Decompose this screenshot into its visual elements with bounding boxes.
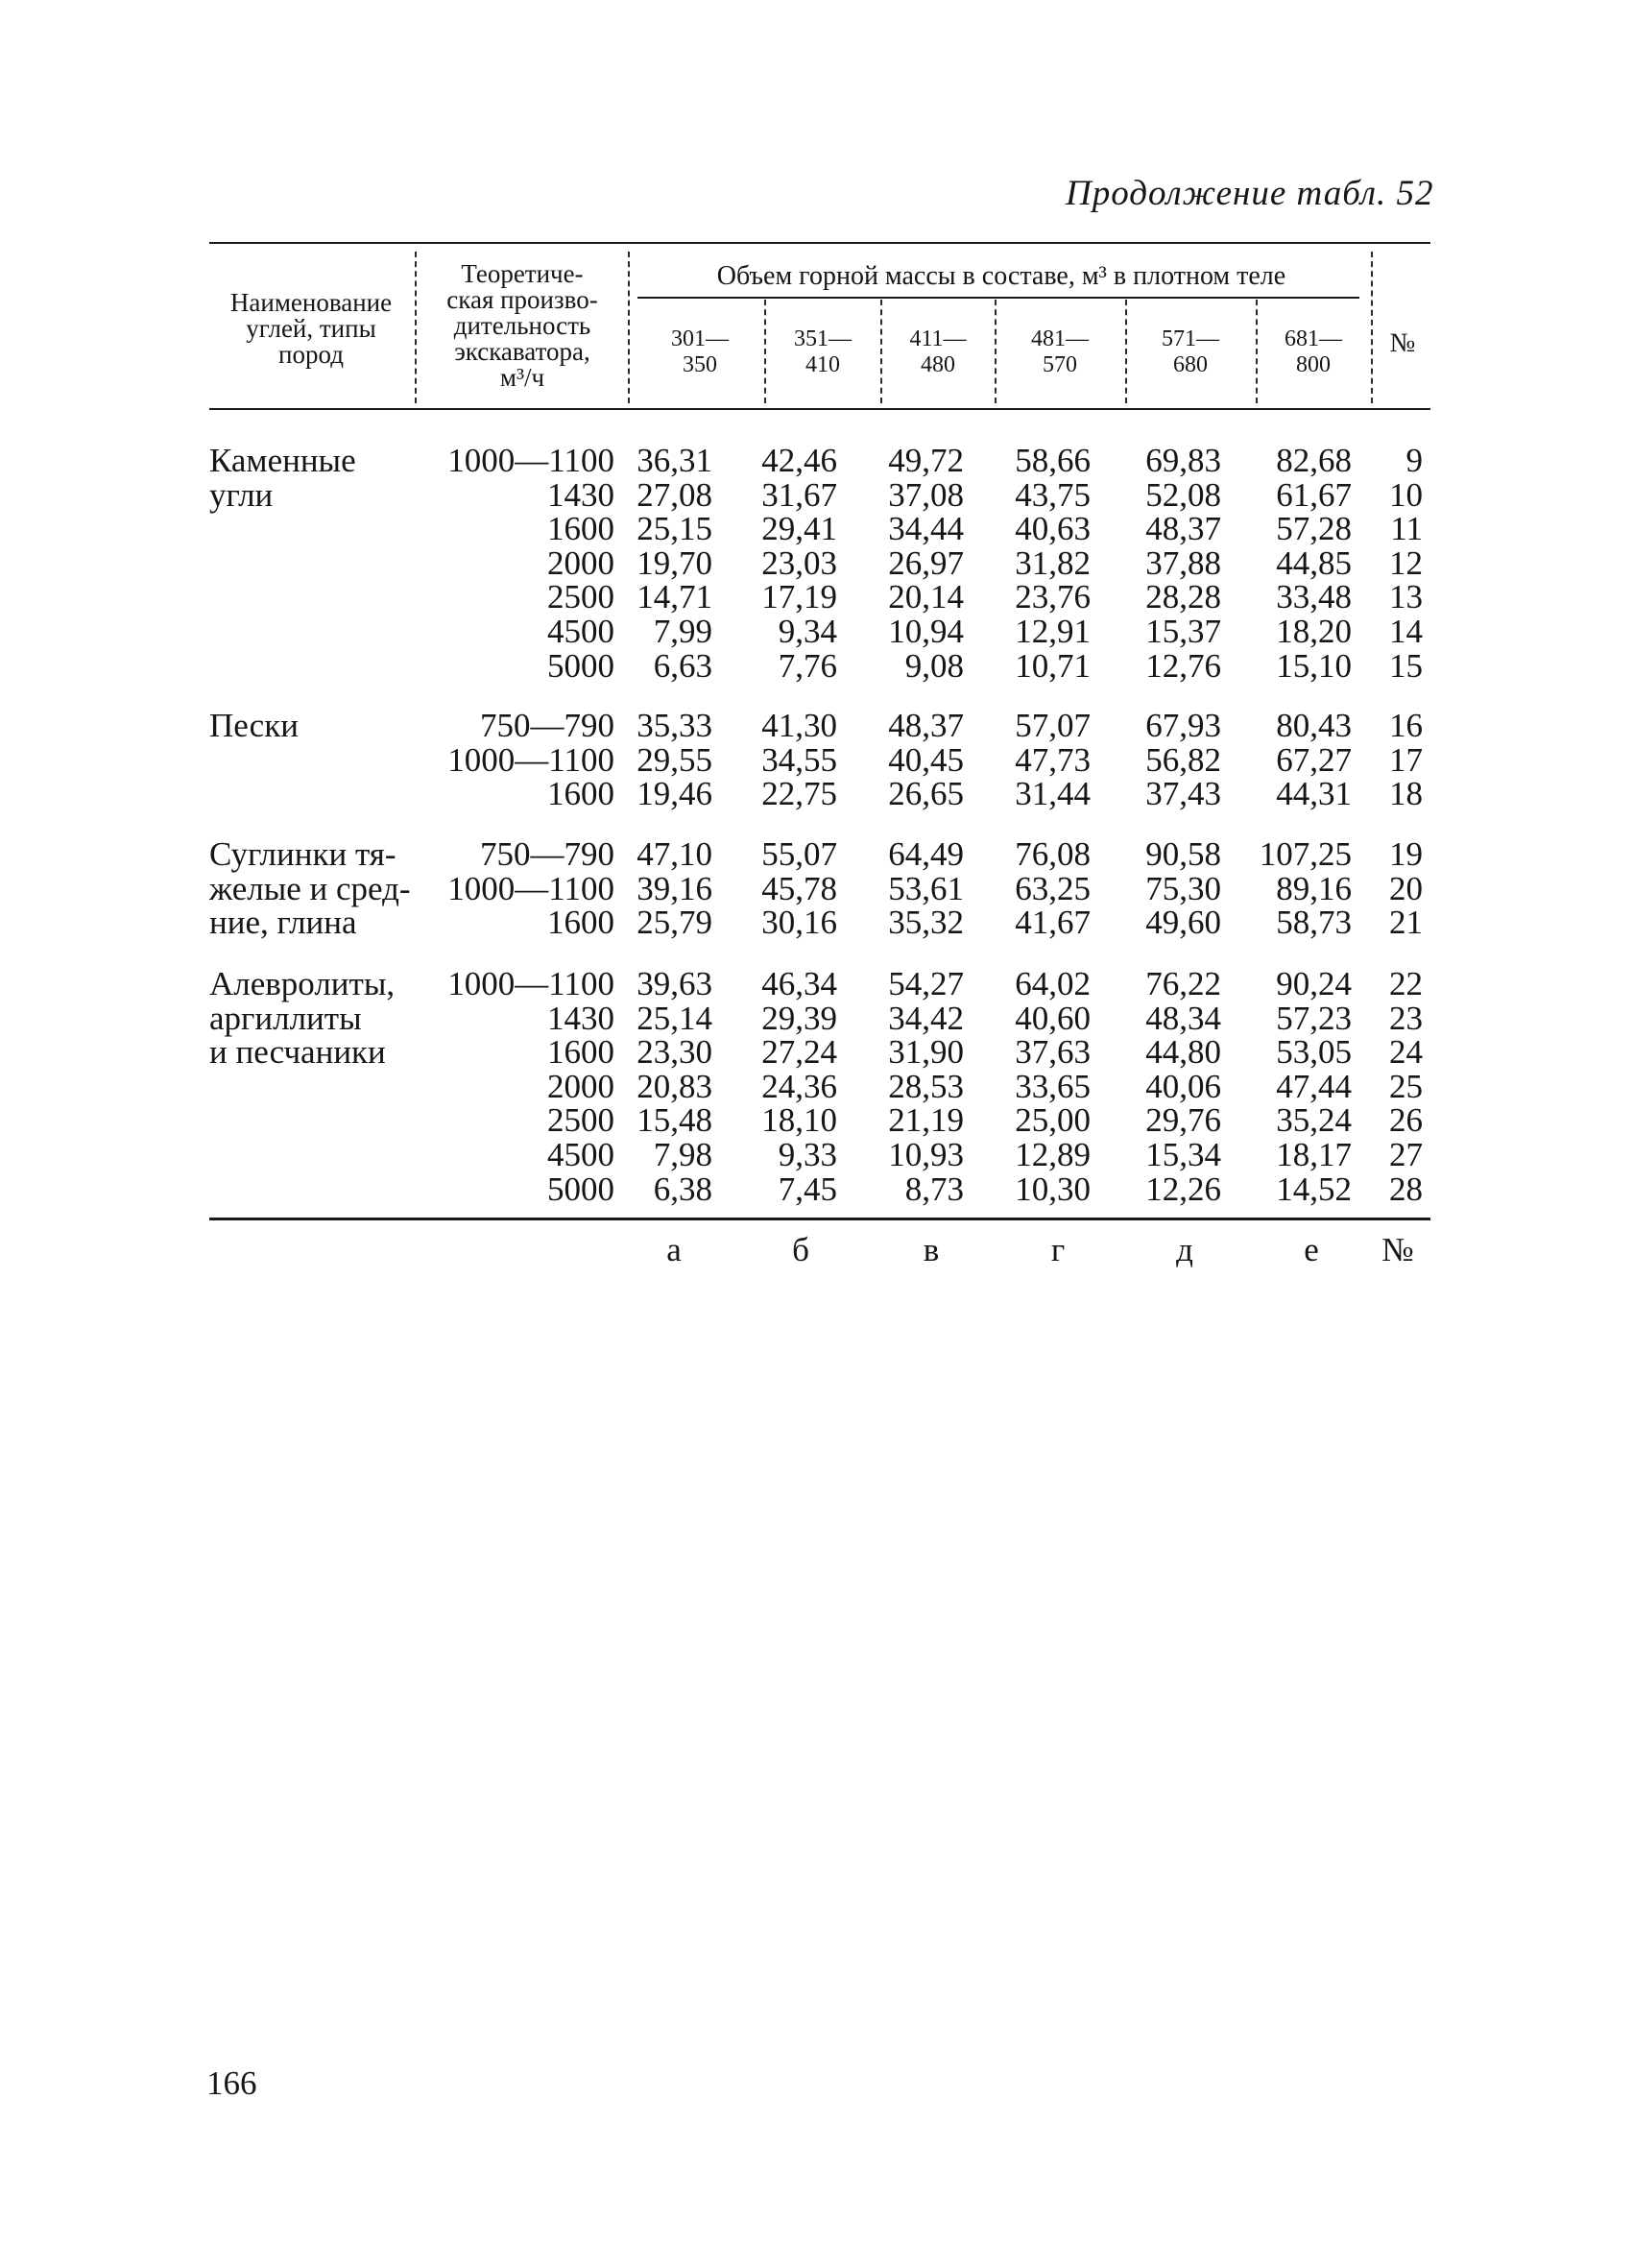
header-capacity-column: Теоретиче- ская произво- дительность экскаватора, м³/ч [446,259,598,392]
value-cell: 9,33 [778,1135,837,1173]
value-cell: 10,94 [888,612,964,650]
table-column [1231,967,1423,1206]
table-column [1231,709,1423,811]
value-cell: 46,34 [761,965,837,1002]
value-cell: 33,65 [1015,1067,1091,1105]
row-number-cell: 28 [1389,1170,1423,1208]
capacity-cell: 750—790 [480,835,614,873]
value-cell: 35,33 [636,707,712,744]
value-cell: 34,44 [888,510,964,548]
value-cell: 82,68 [1276,442,1352,479]
value-cell: 8,73 [904,1170,964,1208]
capacity-cell: 1000—1100 [447,869,614,907]
value-cell: 34,42 [888,999,964,1037]
value-cell: 18,10 [761,1101,837,1140]
row-number-cell: 20 [1389,869,1423,907]
header-range: 481— 570 [1031,326,1089,377]
row-number-cell: 25 [1389,1067,1423,1105]
row-number-cell: 23 [1389,999,1423,1037]
header-range: 571— 680 [1162,326,1219,377]
value-cell: 14,71 [636,578,712,616]
value-cell: 37,88 [1145,543,1221,582]
value-cell: 14,52 [1276,1170,1352,1208]
value-cell: 28,53 [888,1067,964,1105]
value-cell: 31,67 [761,475,837,514]
value-cell: 36,31 [636,442,712,479]
value-cell: 57,23 [1276,999,1352,1037]
value-cell: 23,30 [636,1033,712,1072]
value-cell: 89,16 [1276,869,1352,907]
value-cell: 58,66 [1015,442,1091,479]
value-cell: 47,44 [1276,1067,1352,1105]
capacity-cell: 1600 [547,775,614,813]
row-number-cell: 19 [1389,835,1423,873]
header-range: 681— 800 [1285,326,1342,377]
value-cell: 57,28 [1276,510,1352,548]
value-cell: 69,83 [1145,442,1221,479]
group-name: Пески [209,707,299,744]
row-number-cell: 15 [1389,646,1423,685]
value-cell: 41,30 [761,707,837,744]
value-cell: 20,83 [636,1067,712,1105]
value-cell: 40,45 [888,740,964,779]
value-cell: 34,55 [761,740,837,779]
value-cell: 35,24 [1276,1101,1352,1140]
value-cell: 31,90 [888,1033,964,1072]
value-cell: 33,48 [1276,578,1352,616]
value-cell: 19,70 [636,543,712,582]
value-cell: 17,19 [761,578,837,616]
capacity-cell: 5000 [547,646,614,685]
capacity-cell: 1600 [547,904,614,942]
value-cell: 21,19 [888,1101,964,1140]
column-letter: б [792,1231,809,1268]
value-cell: 27,24 [761,1033,837,1072]
row-number-cell: 11 [1390,510,1423,548]
value-cell: 9,34 [778,612,837,650]
value-cell: 12,89 [1015,1135,1091,1173]
capacity-cell: 2000 [547,543,614,582]
capacity-cell: 4500 [547,612,614,650]
value-cell: 64,02 [1015,965,1091,1002]
value-cell: 52,08 [1145,475,1221,514]
value-cell: 18,20 [1276,612,1352,650]
value-cell: 7,98 [653,1135,712,1173]
value-cell: 44,80 [1145,1033,1221,1072]
header-range: 411— 480 [909,326,967,377]
footer-number-label: № [1381,1231,1414,1268]
value-cell: 40,60 [1015,999,1091,1037]
value-cell: 37,43 [1145,775,1221,813]
value-cell: 67,93 [1145,707,1221,744]
row-number-cell: 24 [1389,1033,1423,1072]
value-cell: 20,14 [888,578,964,616]
value-cell: 54,27 [888,965,964,1002]
volume-underline [637,297,1359,299]
value-cell: 26,97 [888,543,964,582]
value-cell: 49,60 [1145,904,1221,942]
value-cell: 9,08 [904,646,964,685]
value-cell: 41,67 [1015,904,1091,942]
value-cell: 44,85 [1276,543,1352,582]
capacity-cell: 1430 [547,475,614,514]
row-number-cell: 26 [1389,1101,1423,1140]
capacity-cell: 5000 [547,1170,614,1208]
value-cell: 6,38 [653,1170,712,1208]
value-cell: 48,37 [888,707,964,744]
column-letter: д [1176,1231,1193,1268]
header-separator [628,252,630,403]
value-cell: 19,46 [636,775,712,813]
header-separator [1371,252,1373,403]
value-cell: 80,43 [1276,707,1352,744]
value-cell: 10,93 [888,1135,964,1173]
column-letter: а [666,1231,682,1268]
value-cell: 18,17 [1276,1135,1352,1173]
capacity-cell: 750—790 [480,707,614,744]
value-cell: 25,14 [636,999,712,1037]
value-cell: 29,76 [1145,1101,1221,1140]
value-cell: 63,25 [1015,869,1091,907]
value-cell: 53,61 [888,869,964,907]
value-cell: 25,00 [1015,1101,1091,1140]
value-cell: 76,08 [1015,835,1091,873]
value-cell: 42,46 [761,442,837,479]
bottom-rule [209,1218,1430,1220]
value-cell: 48,34 [1145,999,1221,1037]
value-cell: 15,34 [1145,1135,1221,1173]
capacity-cell: 1430 [547,999,614,1037]
capacity-cell: 2000 [547,1067,614,1105]
value-cell: 6,63 [653,646,712,685]
value-cell: 67,27 [1276,740,1352,779]
capacity-cell: 1000—1100 [447,965,614,1002]
value-cell: 25,15 [636,510,712,548]
value-cell: 45,78 [761,869,837,907]
value-cell: 40,06 [1145,1067,1221,1105]
value-cell: 15,10 [1276,646,1352,685]
row-number-cell: 16 [1389,707,1423,744]
value-cell: 7,45 [778,1170,837,1208]
row-number-cell: 17 [1389,740,1423,779]
value-cell: 58,73 [1276,904,1352,942]
page-number: 166 [206,2064,257,2102]
table-caption: Продолжение табл. 52 [1066,174,1434,213]
value-cell: 76,22 [1145,965,1221,1002]
row-number-cell: 27 [1389,1135,1423,1173]
value-cell: 107,25 [1259,835,1352,873]
value-cell: 30,16 [761,904,837,942]
header-number-label: № [1389,328,1416,358]
row-number-cell: 14 [1389,612,1423,650]
value-cell: 56,82 [1145,740,1221,779]
capacity-cell: 1600 [547,510,614,548]
value-cell: 43,75 [1015,475,1091,514]
value-cell: 53,05 [1276,1033,1352,1072]
value-cell: 31,44 [1015,775,1091,813]
value-cell: 31,82 [1015,543,1091,582]
header-volume-title: Объем горной массы в составе, м³ в плотном теле [716,261,1286,291]
capacity-cell: 4500 [547,1135,614,1173]
value-cell: 61,67 [1276,475,1352,514]
value-cell: 26,65 [888,775,964,813]
capacity-cell: 1600 [547,1033,614,1072]
value-cell: 29,41 [761,510,837,548]
value-cell: 12,76 [1145,646,1221,685]
value-cell: 29,55 [636,740,712,779]
row-number-cell: 10 [1389,475,1423,514]
value-cell: 55,07 [761,835,837,873]
row-number-cell: 9 [1405,442,1423,479]
value-cell: 12,91 [1015,612,1091,650]
value-cell: 24,36 [761,1067,837,1105]
value-cell: 7,99 [653,612,712,650]
value-cell: 22,75 [761,775,837,813]
value-cell: 35,32 [888,904,964,942]
value-cell: 49,72 [888,442,964,479]
capacity-cell: 1000—1100 [447,740,614,779]
value-cell: 25,79 [636,904,712,942]
value-cell: 15,37 [1145,612,1221,650]
column-letter: е [1304,1231,1319,1268]
group-name: Алевролиты, аргиллиты и песчаники [209,965,396,1072]
row-number-cell: 22 [1389,965,1423,1002]
value-cell: 90,58 [1145,835,1221,873]
value-cell: 37,08 [888,475,964,514]
value-cell: 90,24 [1276,965,1352,1002]
row-number-cell: 13 [1389,578,1423,616]
capacity-cell: 2500 [547,1101,614,1140]
value-cell: 48,37 [1145,510,1221,548]
column-letter: в [923,1231,940,1268]
header-range: 301— 350 [671,326,729,377]
value-cell: 28,28 [1145,578,1221,616]
capacity-cell: 1000—1100 [447,442,614,479]
value-cell: 47,73 [1015,740,1091,779]
value-cell: 39,16 [636,869,712,907]
group-name: Суглинки тя- желые и сред- ние, глина [209,835,411,942]
row-number-cell: 21 [1389,904,1423,942]
capacity-cell: 2500 [547,578,614,616]
value-cell: 10,30 [1015,1170,1091,1208]
table-column [1231,444,1423,683]
table-column [1231,837,1423,940]
value-cell: 23,03 [761,543,837,582]
value-cell: 75,30 [1145,869,1221,907]
header-range: 351— 410 [794,326,852,377]
top-rule [209,242,1430,244]
header-name-column: Наименование углей, типы пород [229,288,393,369]
row-number-cell: 18 [1389,775,1423,813]
value-cell: 40,63 [1015,510,1091,548]
value-cell: 7,76 [778,646,837,685]
column-letter: г [1050,1231,1066,1268]
value-cell: 29,39 [761,999,837,1037]
value-cell: 57,07 [1015,707,1091,744]
value-cell: 27,08 [636,475,712,514]
value-cell: 12,26 [1145,1170,1221,1208]
value-cell: 64,49 [888,835,964,873]
value-cell: 23,76 [1015,578,1091,616]
value-cell: 39,63 [636,965,712,1002]
row-number-cell: 12 [1389,543,1423,582]
value-cell: 15,48 [636,1101,712,1140]
group-name: Каменные угли [209,442,356,514]
value-cell: 44,31 [1276,775,1352,813]
value-cell: 47,10 [636,835,712,873]
value-cell: 10,71 [1015,646,1091,685]
value-cell: 37,63 [1015,1033,1091,1072]
header-bottom-rule [209,408,1430,410]
